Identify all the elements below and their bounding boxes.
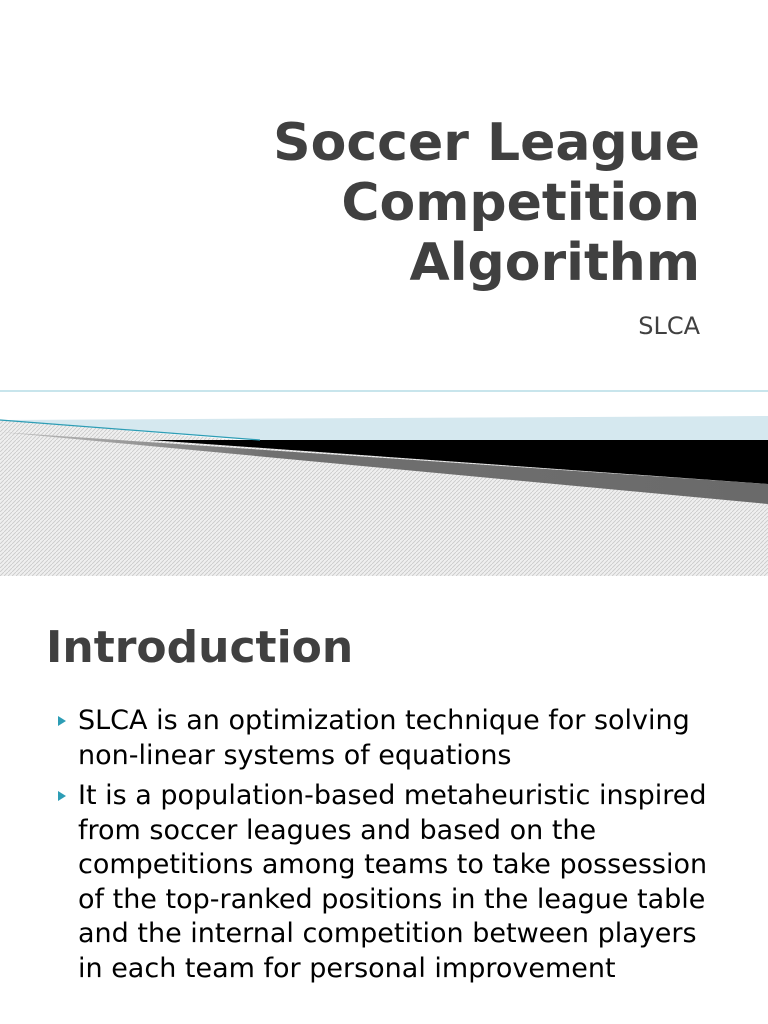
bullet-item	[48, 779, 718, 986]
introduction-slide	[0, 576, 768, 1024]
decorative-wave-banner	[0, 380, 768, 576]
triangle-bullet-icon	[58, 716, 66, 726]
bullet-text: It is a population-based metaheuristic inspired from soccer leagues and based on the competitions among teams to take possession of the top-ranked positions in the league table and the internal competition between players in each team for personal improvement	[78, 780, 708, 984]
triangle-bullet-icon	[58, 791, 66, 801]
slide-title: Soccer League Competition Algorithm	[273, 113, 700, 293]
slide-subtitle: SLCA	[638, 312, 700, 340]
intro-heading: Introduction	[46, 622, 354, 673]
bullet-text: SLCA is an optimization technique for solving non-linear systems of equations	[78, 705, 690, 771]
bullet-item	[48, 704, 718, 773]
bullet-list	[48, 704, 718, 992]
